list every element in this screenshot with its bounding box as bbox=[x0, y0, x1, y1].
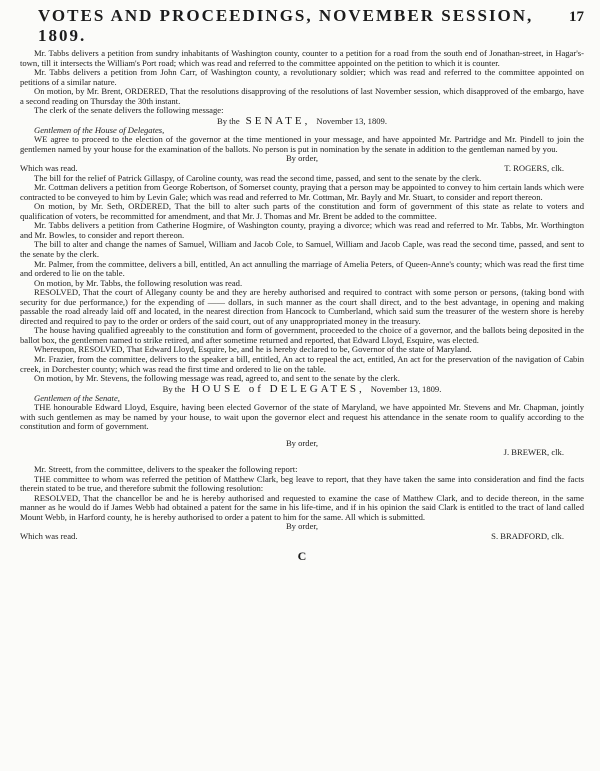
resolution: RESOLVED, That the chancellor be and he is hereby authorised and requested to examine the case of Matthew Clark, and to decide thereon, in the same manner as he would do if James Webb had obtained a patent for the same in his life-time, and if in his opinion the said Clark is entitled to the tract of land called Mount Webb, in Harford county, he is hereby authorised to order a patent to him for the same. All which is submitted. bbox=[20, 492, 584, 522]
signature-row bbox=[20, 532, 584, 542]
heading-house: HOUSE of DELEGATES, bbox=[191, 382, 365, 395]
paragraph: On motion, by Mr. Stevens, the following message was read, agreed to, and sent to the senate by the clerk. bbox=[34, 373, 400, 384]
heading-by: By the bbox=[216, 115, 240, 126]
resolution: Whereupon, RESOLVED, That Edward Lloyd, Esquire, be, and he is hereby declared to be, Governor of the state of Maryland. bbox=[34, 344, 472, 355]
catchword: C bbox=[297, 549, 307, 564]
paragraph: Mr. Tabbs delivers a petition from sundry inhabitants of Washington county, counter to a petition for a road from the south end of Jonathan-street, in Hagar's-town, till it intersects the William's Port road; which was read and referred to the committee appointed on the petition to which it is counter. bbox=[20, 48, 584, 68]
paragraph: On motion, by Mr. Tabbs, the following resolution was read. bbox=[34, 277, 243, 288]
paragraph: Mr. Tabbs delivers a petition from Catherine Hogmire, of Washington county, praying a divorce; which was read and referred to Mr. Tabbs, Mr. Worthington and Mr. Bowles, to consider and report thereon. bbox=[20, 220, 584, 240]
paragraph: THE committee to whom was referred the petition of Matthew Clark, beg leave to report, that they have taken the same into consideration and find the facts therein stated to be true, and therefore submit the following resolution: bbox=[20, 473, 584, 494]
resolution: RESOLVED, That the court of Allegany county be and they are hereby authorised and required to contract with some person or persons, (taking bond with security for due performance,) for the expending of —— dollars, in such manner as the court shall direct, and to the best advantage, in opening and making passable the road already laid off and located, in the nearest direction from Hancock to Cumberland, which said sum the treasurer of the western shore is hereby directed and required to pay to the order or orders of the said court, out of any unappropriated money in the treasury. bbox=[20, 287, 584, 326]
heading-date: November 13, 1809. bbox=[316, 115, 388, 126]
heading-date: November 13, 1809. bbox=[370, 383, 442, 394]
paragraph: Mr. Tabbs delivers a petition from John Carr, of Washington county, a revolutionary soldier; which was read and referred to the committee appointed on petitions of a similar nature. bbox=[20, 67, 584, 87]
paragraph: The house having qualified agreeably to the constitution and form of government, proceeded to the choice of a governor, and the ballots being deposited in the ballot box, the gentlemen named to strike retired, and after sometime returned and reported, that Edward Lloyd, Esquire, was elected. bbox=[20, 325, 584, 345]
heading-by: By the bbox=[162, 383, 186, 394]
salutation: Gentlemen of the House of Delegates, bbox=[34, 124, 165, 135]
page-header bbox=[20, 6, 584, 46]
paragraph: THE honourable Edward Lloyd, Esquire, having been elected Governor of the state of Maryland, we have appointed Mr. Stevens and Mr. Chapman, jointly with such gentlemen as may be named by your house, to wait upon the governor elect and request his attendance in the senate room to qualify according to the constitution and form of government. bbox=[20, 402, 584, 432]
paragraph: The clerk of the senate delivers the following message: bbox=[34, 105, 224, 116]
paragraph: On motion, by Mr. Seth, ORDERED, That the bill to alter such parts of the constitution and form of government of this state as relate to voters and qualification of voters, be recommitted for amendment, and that Mr. J. Thomas and Mr. Brent be added to the committee. bbox=[20, 201, 584, 221]
clerk-signature: T. ROGERS, clk. bbox=[504, 163, 564, 174]
paragraph: WE agree to proceed to the election of the governor at the time mentioned in your message, and have appointed Mr. Partridge and Mr. Pindell to join the gentlemen named by your house for the examination of the ballots. No person is put in nomination by the senate in addition to the gentleman named by you. bbox=[20, 134, 584, 154]
clerk-signature: S. BRADFORD, clk. bbox=[491, 530, 564, 541]
paragraph: The bill for the relief of Patrick Gillaspy, of Caroline county, was read the second time, passed, and sent to the senate by the clerk. bbox=[34, 172, 482, 183]
signature-row bbox=[20, 448, 584, 458]
paragraph: The bill to alter and change the names of Samuel, William and Jacob Cole, to Samuel, William and Jacob Caple, was read the second time, passed, and sent to the senate by the clerk. bbox=[20, 239, 584, 259]
by-order: By order, bbox=[285, 153, 319, 164]
clerk-signature: J. BREWER, clk. bbox=[503, 447, 564, 458]
which-was-read: Which was read. bbox=[20, 530, 78, 541]
by-order: By order, bbox=[285, 521, 319, 532]
paragraph: On motion, by Mr. Brent, ORDERED, That the resolutions disapproving of the resolutions of last November session, which disapproved of the embargo, have a second reading on Thursday the 30th instant. bbox=[20, 86, 584, 106]
by-order: By order, bbox=[285, 437, 319, 448]
page-title: VOTES AND PROCEEDINGS, NOVEMBER SESSION, 1809. bbox=[38, 6, 534, 45]
heading-house: SENATE, bbox=[245, 114, 311, 127]
page-number: 17 bbox=[569, 9, 584, 25]
which-was-read: Which was read. bbox=[20, 163, 78, 174]
paragraph: Mr. Streett, from the committee, delivers to the speaker the following report: bbox=[34, 463, 298, 474]
paragraph: Mr. Frazier, from the committee, delivers to the speaker a bill, entitled, An act to repeal the act, entitled, An act for the preservation of the navigation of Cabin creek, in Dorchester county; which was read the first time and ordered to lie on the table. bbox=[20, 354, 584, 374]
paragraph: Mr. Palmer, from the committee, delivers a bill, entitled, An act annulling the marriage of Amelia Peters, of Queen-Anne's county; which was read the first time and ordered to lie on the table. bbox=[20, 258, 584, 279]
salutation: Gentlemen of the Senate, bbox=[34, 392, 120, 403]
paragraph: Mr. Cottman delivers a petition from George Robertson, of Somerset county, praying that a person may be appointed to convey to him certain lands which were contracted to be conveyed to him by Levin Gale; which was read and referred to Mr. Cottman, Mr. Bayly and Mr. Stuart, to consider and report thereon. bbox=[20, 182, 584, 202]
